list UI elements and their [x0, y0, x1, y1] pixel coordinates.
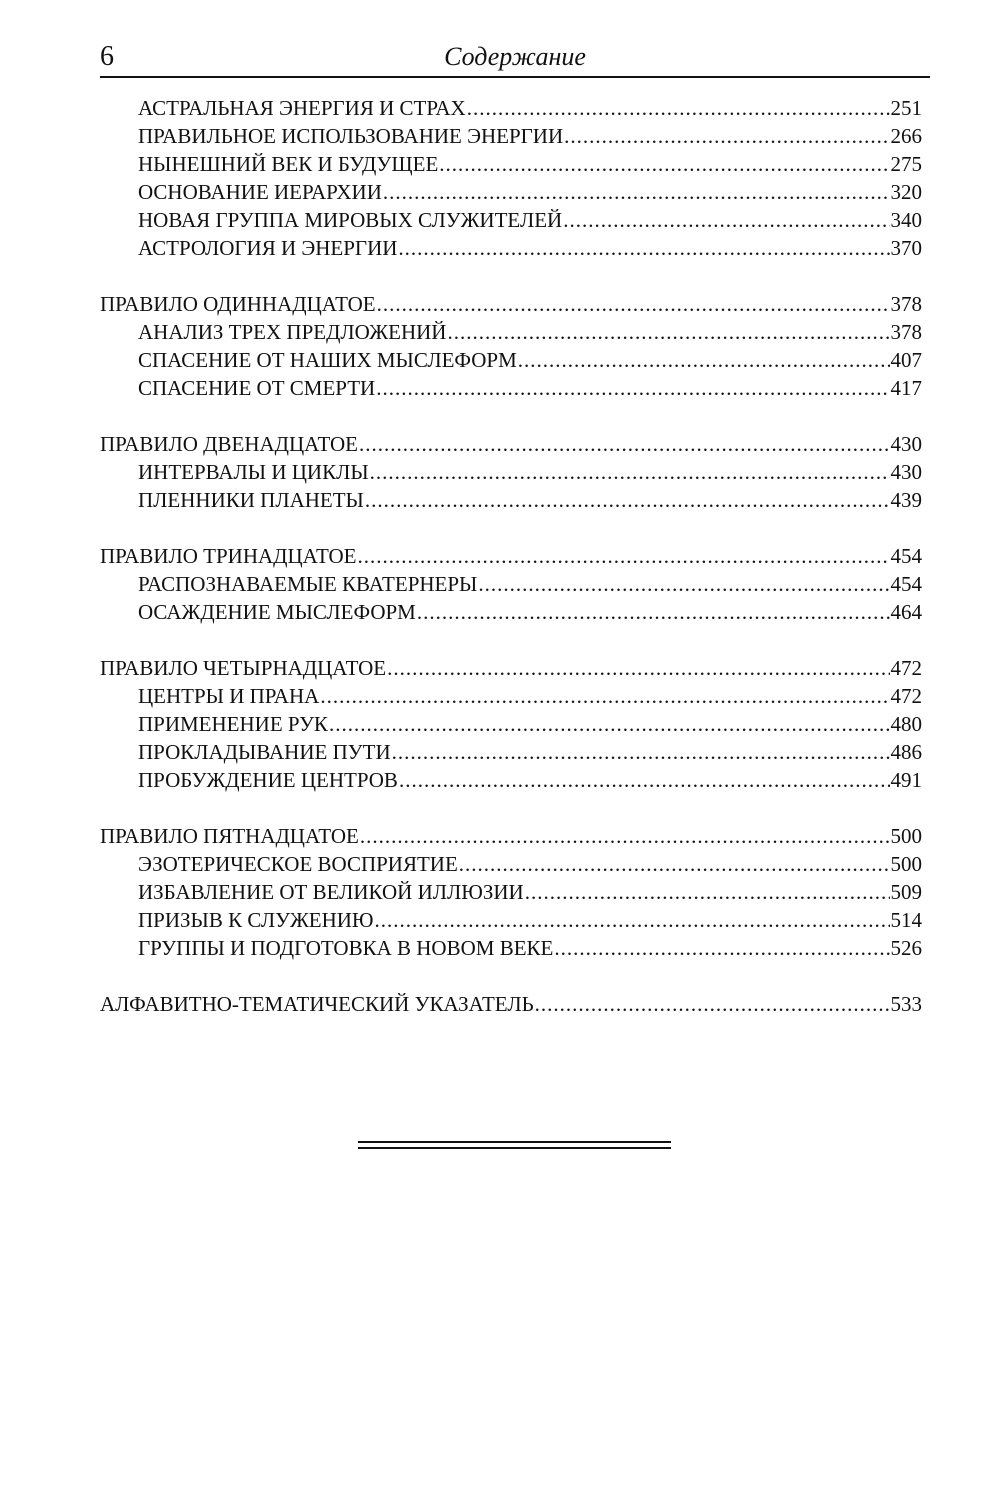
toc-entry-title: ПРАВИЛЬНОЕ ИСПОЛЬЗОВАНИЕ ЭНЕРГИИ [138, 124, 564, 148]
toc-entry-title: ПРАВИЛО ПЯТНАДЦАТОЕ [100, 824, 359, 848]
end-divider-bottom [358, 1147, 671, 1149]
toc-entry-title: АЛФАВИТНО-ТЕМАТИЧЕСКИЙ УКАЗАТЕЛЬ [100, 992, 534, 1016]
dot-leader [359, 430, 890, 458]
toc-entry[interactable] [100, 906, 922, 934]
toc-entry-page: 472 [890, 656, 922, 680]
toc-entry[interactable] [100, 766, 922, 794]
toc-entry[interactable] [100, 94, 922, 122]
toc-entry-title: СПАСЕНИЕ ОТ СМЕРТИ [138, 376, 376, 400]
toc-entry[interactable] [100, 178, 922, 206]
toc-entry-page: 370 [890, 236, 922, 260]
toc-entry-page: 500 [890, 852, 922, 876]
toc-entry-page: 430 [890, 432, 922, 456]
toc-entry-page: 407 [890, 348, 922, 372]
toc-entry-title: ПРОКЛАДЫВАНИЕ ПУТИ [138, 740, 391, 764]
toc-entry[interactable] [100, 374, 922, 402]
dot-leader [377, 290, 890, 318]
toc-entry-title: ОСАЖДЕНИЕ МЫСЛЕФОРМ [138, 600, 416, 624]
toc-entry-title: ПРИМЕНЕНИЕ РУК [138, 712, 328, 736]
toc-entry-title: СПАСЕНИЕ ОТ НАШИХ МЫСЛЕФОРМ [138, 348, 517, 372]
toc-entry-title: ОСНОВАНИЕ ИЕРАРХИИ [138, 180, 382, 204]
toc-entry-title: ПРАВИЛО ТРИНАДЦАТОЕ [100, 544, 357, 568]
toc-entry-page: 320 [890, 180, 922, 204]
toc-entry[interactable] [100, 878, 922, 906]
toc-section-entry[interactable] [100, 542, 922, 570]
toc-entry[interactable] [100, 934, 922, 962]
page-header [100, 40, 930, 78]
dot-leader [467, 94, 890, 122]
dot-leader [360, 822, 890, 850]
toc-entry-title: ПРАВИЛО ОДИННАДЦАТОЕ [100, 292, 376, 316]
toc-entry[interactable] [100, 486, 922, 514]
toc-entry-title: ПЛЕННИКИ ПЛАНЕТЫ [138, 488, 364, 512]
toc-entry-page: 439 [890, 488, 922, 512]
dot-leader [439, 150, 889, 178]
toc-entry[interactable] [100, 710, 922, 738]
dot-leader [358, 542, 890, 570]
toc-entry-title: АНАЛИЗ ТРЕХ ПРЕДЛОЖЕНИЙ [138, 320, 447, 344]
dot-leader [525, 878, 890, 906]
dot-leader [564, 122, 889, 150]
dot-leader [375, 906, 890, 934]
toc-entry[interactable] [100, 738, 922, 766]
dot-leader [392, 738, 890, 766]
toc-section-entry[interactable] [100, 290, 922, 318]
toc-section-entry[interactable] [100, 430, 922, 458]
toc-entry-title: НОВАЯ ГРУППА МИРОВЫХ СЛУЖИТЕЛЕЙ [138, 208, 563, 232]
table-of-contents [100, 94, 922, 1018]
toc-entry[interactable] [100, 234, 922, 262]
dot-leader [417, 598, 890, 626]
toc-entry[interactable] [100, 682, 922, 710]
dot-leader [535, 990, 890, 1018]
toc-entry-page: 500 [890, 824, 922, 848]
toc-entry-page: 378 [890, 320, 922, 344]
dot-leader [563, 206, 889, 234]
toc-section-entry[interactable] [100, 822, 922, 850]
end-divider-top [358, 1141, 671, 1143]
toc-entry-page: 514 [890, 908, 922, 932]
toc-entry-page: 454 [890, 544, 922, 568]
dot-leader [329, 710, 890, 738]
dot-leader [447, 318, 889, 346]
toc-entry[interactable] [100, 598, 922, 626]
toc-entry-title: РАСПОЗНАВАЕМЫЕ КВАТЕРНЕРЫ [138, 572, 478, 596]
toc-entry-page: 464 [890, 600, 922, 624]
dot-leader [365, 486, 890, 514]
page-number: 6 [100, 41, 114, 72]
toc-entry[interactable] [100, 122, 922, 150]
toc-entry-page: 275 [890, 152, 922, 176]
dot-leader [554, 934, 889, 962]
dot-leader [478, 570, 889, 598]
toc-entry-page: 417 [890, 376, 922, 400]
toc-entry[interactable] [100, 458, 922, 486]
toc-entry-title: ПРАВИЛО ЧЕТЫРНАДЦАТОЕ [100, 656, 387, 680]
toc-section-entry[interactable] [100, 990, 922, 1018]
toc-entry[interactable] [100, 346, 922, 374]
dot-leader [387, 654, 889, 682]
toc-entry-title: ЭЗОТЕРИЧЕСКОЕ ВОСПРИЯТИЕ [138, 852, 458, 876]
dot-leader [398, 234, 889, 262]
toc-entry-page: 430 [890, 460, 922, 484]
toc-entry[interactable] [100, 570, 922, 598]
toc-entry-page: 486 [890, 740, 922, 764]
toc-entry-title: НЫНЕШНИЙ ВЕК И БУДУЩЕЕ [138, 152, 439, 176]
toc-entry-title: ГРУППЫ И ПОДГОТОВКА В НОВОМ ВЕКЕ [138, 936, 554, 960]
toc-entry-title: АСТРАЛЬНАЯ ЭНЕРГИЯ И СТРАХ [138, 96, 466, 120]
dot-leader [459, 850, 890, 878]
toc-entry-title: ИЗБАВЛЕНИЕ ОТ ВЕЛИКОЙ ИЛЛЮЗИИ [138, 880, 524, 904]
toc-entry-page: 378 [890, 292, 922, 316]
toc-entry-page: 526 [890, 936, 922, 960]
toc-entry[interactable] [100, 206, 922, 234]
toc-entry-page: 251 [890, 96, 922, 120]
toc-entry-page: 480 [890, 712, 922, 736]
toc-entry-page: 491 [890, 768, 922, 792]
dot-leader [399, 766, 890, 794]
dot-leader [320, 682, 889, 710]
toc-entry-page: 454 [890, 572, 922, 596]
toc-section-entry[interactable] [100, 654, 922, 682]
toc-entry-title: ЦЕНТРЫ И ПРАНА [138, 684, 320, 708]
toc-entry-title: ИНТЕРВАЛЫ И ЦИКЛЫ [138, 460, 369, 484]
dot-leader [518, 346, 890, 374]
toc-entry-page: 509 [890, 880, 922, 904]
toc-entry-title: АСТРОЛОГИЯ И ЭНЕРГИИ [138, 236, 398, 260]
toc-entry[interactable] [100, 850, 922, 878]
toc-entry-page: 533 [890, 992, 922, 1016]
toc-entry-title: ПРОБУЖДЕНИЕ ЦЕНТРОВ [138, 768, 398, 792]
toc-entry[interactable] [100, 318, 922, 346]
dot-leader [383, 178, 890, 206]
toc-entry-page: 472 [890, 684, 922, 708]
toc-entry-title: ПРАВИЛО ДВЕНАДЦАТОЕ [100, 432, 358, 456]
dot-leader [376, 374, 889, 402]
running-title: Содержание [444, 42, 586, 71]
toc-entry-page: 340 [890, 208, 922, 232]
dot-leader [370, 458, 890, 486]
toc-entry-page: 266 [890, 124, 922, 148]
toc-entry-title: ПРИЗЫВ К СЛУЖЕНИЮ [138, 908, 374, 932]
toc-entry[interactable] [100, 150, 922, 178]
